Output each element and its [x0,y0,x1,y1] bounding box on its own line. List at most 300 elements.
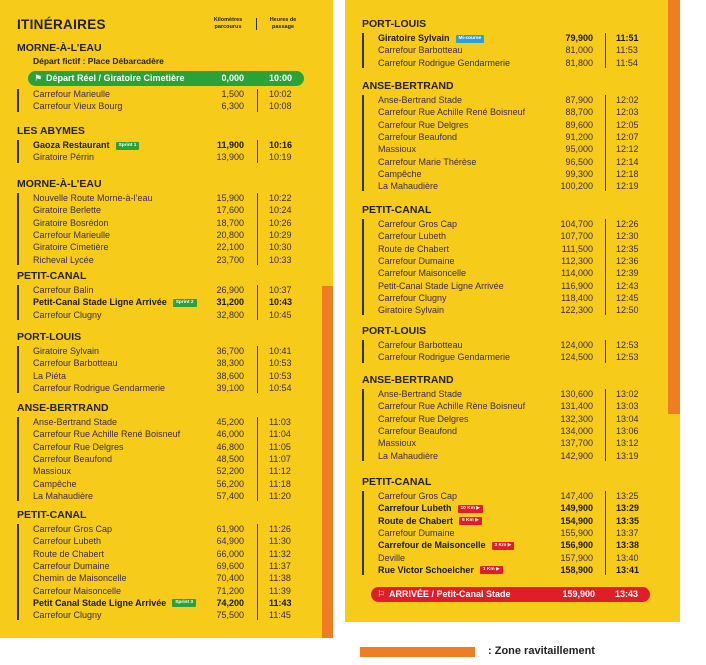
waypoint-hour: 11:45 [269,610,291,621]
waypoint-hour: 12:53 [616,352,639,363]
route-row [0,453,299,465]
waypoint-hour: 13:03 [616,401,639,412]
waypoint-km: 22,100 [216,242,244,253]
waypoint-km: 81,800 [565,57,593,68]
waypoint-label: Carrefour Dumaine [33,560,110,571]
waypoint-km: 114,000 [561,268,593,279]
waypoint-label: Chemin de Maisoncelle [33,573,127,584]
route-row [345,143,646,155]
route-row [0,428,299,440]
waypoint-name [33,441,124,453]
waypoint-km: 111,500 [561,243,593,254]
feed-zone-bar-right [668,0,680,414]
section-bracket-line [17,285,19,320]
column-divider [605,219,606,315]
waypoint-hour: 12:03 [616,107,639,118]
route-row [345,156,646,168]
waypoint-name [378,131,457,143]
section-title: PETIT-CANAL [17,270,87,282]
waypoint-hour: 13:04 [616,413,639,424]
start-hour: 10:00 [269,73,293,83]
waypoint-hour: 10:24 [269,205,292,216]
waypoint-name [378,119,469,131]
waypoint-label: Carrefour Dumaine [378,527,455,538]
flag-icon: ⚐ [377,589,386,599]
waypoint-label: Carrefour Beaufond [378,425,458,436]
route-row [0,88,299,100]
waypoint-label: Petit-Canal Stade Ligne Arrivée [378,280,504,291]
waypoint-hour: 12:05 [616,119,639,130]
waypoint-km: 158,900 [560,564,593,575]
waypoint-name [33,370,66,382]
waypoint-hour: 10:16 [269,140,293,150]
waypoint-name [33,241,109,253]
waypoint-name [378,339,463,351]
route-row [345,413,646,425]
route-row [0,309,299,321]
waypoint-hour: 13:12 [616,438,639,449]
route-row [0,151,299,163]
waypoint-label: Giratoire Bosrédon [33,217,109,228]
section-bracket-line [362,219,364,315]
waypoint-hour: 10:43 [269,297,293,308]
header-divider [256,18,257,30]
waypoint-name [378,450,438,462]
waypoint-km: 13,900 [216,152,244,163]
waypoint-name [378,388,462,400]
itinerary-panel-left [0,0,333,638]
route-row [0,548,299,560]
waypoint-name [33,453,112,465]
waypoint-label: Giratoire Sylvain [33,346,100,356]
waypoint-km: 155,900 [560,527,593,538]
finish-hour: 13:43 [615,589,639,599]
route-row [0,100,299,112]
waypoint-hour: 10:53 [269,358,292,369]
waypoint-name [33,357,118,369]
waypoint-hour: 12:07 [616,131,639,142]
waypoint-km: 23,700 [216,254,244,265]
waypoint-label: Petit Canal Stade Ligne Arrivée [33,597,167,608]
waypoint-km: 91,200 [565,131,593,142]
route-row [345,388,646,400]
waypoint-km: 96,500 [565,156,593,167]
waypoint-km: 69,600 [216,560,244,571]
feed-zone-swatch [360,647,475,657]
waypoint-hour: 11:51 [616,33,639,43]
section-bracket-line [362,389,364,461]
route-row [345,339,646,351]
waypoint-hour: 11:12 [269,466,291,477]
waypoint-name [33,535,101,547]
waypoint-km: 46,000 [216,429,244,440]
waypoint-name [33,296,197,308]
waypoint-km: 149,900 [560,503,593,514]
column-divider [605,95,606,191]
sprint-badge: 10 Km ▶ [458,505,483,513]
waypoint-name [33,204,101,216]
itinerary-title: ITINÉRAIRES [17,17,106,32]
waypoint-name [378,437,416,449]
waypoint-name [378,515,482,527]
waypoint-label: Carrefour Rue Delgres [378,119,469,130]
waypoint-hour: 10:26 [269,217,292,228]
waypoint-label: Massioux [378,144,417,155]
waypoint-km: 99,300 [565,168,593,179]
waypoint-km: 31,200 [216,297,244,308]
column-divider [605,340,606,363]
waypoint-name [33,345,99,357]
waypoint-name [378,564,503,576]
section-title: PORT-LOUIS [17,331,82,343]
waypoint-label: Carrefour Barbotteau [378,340,463,350]
column-divider [605,33,606,68]
finish-km: 159,900 [562,589,595,599]
column-divider [257,346,258,393]
route-row [0,465,299,477]
waypoint-hour: 13:37 [616,527,639,538]
start-fictif: Départ fictif : Place Débarcadère [33,56,164,66]
waypoint-label: Carrefour Maisoncelle [33,585,122,596]
route-row [345,292,646,304]
waypoint-hour: 13:25 [616,491,639,501]
waypoint-label: Anse-Bertrand Stade [33,417,118,427]
waypoint-hour: 13:06 [616,425,639,436]
waypoint-km: 74,200 [216,597,244,608]
waypoint-name [33,217,109,229]
waypoint-label: Massioux [33,466,72,477]
waypoint-name [33,229,110,241]
finish-pill [371,587,650,602]
waypoint-hour: 10:22 [269,193,292,203]
waypoint-label: La Piéta [33,370,67,381]
route-row [0,370,299,382]
route-row [0,490,299,502]
waypoint-label: Carrefour Marie Thérèse [378,156,477,167]
waypoint-label: Carrefour de Maisoncelle [378,540,486,551]
waypoint-label: Route de Chabert [33,548,105,559]
hour-column-header: Heures de passage [269,17,297,30]
section-title: ANSE-BERTRAND [362,80,454,92]
waypoint-name [378,57,510,69]
waypoint-label: Carrefour Rue Delgres [378,413,469,424]
waypoint-label: Carrefour Clugny [378,292,447,303]
route-row [345,450,646,462]
waypoint-km: 26,900 [216,285,244,295]
waypoint-name [378,156,476,168]
waypoint-name [33,382,165,394]
route-row [345,515,646,527]
waypoint-name [378,425,457,437]
waypoint-hour: 12:14 [616,156,639,167]
waypoint-km: 48,500 [216,453,244,464]
waypoint-hour: 11:03 [269,417,291,427]
sprint-badge: Sprint 2 [173,299,197,307]
waypoint-name [33,478,77,490]
waypoint-name [33,428,180,440]
waypoint-hour: 11:20 [269,490,291,501]
waypoint-label: Carrefour Gros Cap [33,524,113,534]
route-row [0,345,299,357]
waypoint-km: 147,400 [560,491,593,501]
waypoint-hour: 11:53 [616,45,638,56]
itinerary-panel-right [345,0,680,622]
waypoint-name [33,254,94,266]
section-bracket-line [17,193,19,265]
waypoint-km: 32,800 [216,309,244,320]
waypoint-label: Carrefour Gros Cap [378,219,458,229]
waypoint-label: La Mahaudière [33,490,94,501]
route-row [345,106,646,118]
waypoint-name [33,597,196,609]
waypoint-km: 130,600 [560,389,593,399]
waypoint-name [33,490,93,502]
waypoint-hour: 13:38 [616,540,640,551]
waypoint-name [378,292,447,304]
section-bracket-line [17,89,19,112]
waypoint-name [33,151,94,163]
route-row [0,535,299,547]
waypoint-km: 57,400 [216,490,244,501]
waypoint-hour: 12:19 [616,181,639,192]
waypoint-label: Carrefour Barbotteau [378,45,463,56]
waypoint-hour: 12:30 [616,231,639,242]
section-bracket-line [362,33,364,68]
route-row [345,425,646,437]
route-row [345,57,646,69]
waypoint-name [33,284,94,296]
route-row [0,560,299,572]
waypoint-name [378,168,422,180]
waypoint-name [378,243,449,255]
waypoint-hour: 11:05 [269,441,291,452]
route-row [0,597,299,609]
waypoint-hour: 11:18 [269,478,291,489]
waypoint-hour: 11:32 [269,548,291,559]
route-row [345,180,646,192]
sprint-badge: 5 Km ▶ [459,517,482,525]
flag-icon: ⚑ [34,73,43,83]
waypoint-label: Carrefour Dumaine [378,255,455,266]
waypoint-name [378,267,466,279]
waypoint-hour: 10:29 [269,229,292,240]
route-row [345,490,646,502]
section-title: PETIT-CANAL [17,509,87,521]
waypoint-hour: 10:41 [269,346,292,356]
waypoint-label: Carrefour Rodrigue Gendarmerie [33,382,166,393]
route-row [0,382,299,394]
waypoint-km: 11,900 [216,140,244,150]
waypoint-name [378,304,444,316]
waypoint-km: 132,300 [560,413,593,424]
waypoint-label: Carrefour Lubeth [378,503,452,514]
waypoint-hour: 10:19 [269,152,292,163]
waypoint-label: Carrefour Barbotteau [33,358,118,369]
route-row [345,552,646,564]
waypoint-label: Carrefour Marieulle [33,89,111,99]
waypoint-hour: 13:35 [616,515,640,526]
waypoint-hour: 13:29 [616,503,640,514]
waypoint-name [33,465,71,477]
waypoint-name [33,560,110,572]
waypoint-name [378,255,455,267]
route-row [345,502,646,514]
waypoint-label: Carrefour Beaufond [33,453,113,464]
section-title: PORT-LOUIS [362,18,427,30]
waypoint-km: 38,300 [216,358,244,369]
feed-zone-bar-left [322,286,333,638]
waypoint-km: 81,000 [565,45,593,56]
waypoint-label: Carrefour Marieulle [33,229,111,240]
route-row [345,280,646,292]
waypoint-hour: 13:40 [616,552,639,563]
waypoint-name [378,32,484,44]
waypoint-name [378,106,525,118]
section-bracket-line [362,340,364,363]
waypoint-name [378,143,416,155]
waypoint-label: Carrefour Rue Achille Rène Boisneuf [378,401,526,412]
waypoint-km: 118,400 [561,292,593,303]
itinerary-header [0,0,333,38]
section-title: LES ABYMES [17,125,85,137]
waypoint-km: 79,900 [565,33,593,43]
waypoint-hour: 12:53 [616,340,639,350]
waypoint-label: Rue Victor Schoelcher [378,564,474,575]
waypoint-hour: 11:39 [269,585,291,596]
waypoint-km: 95,000 [565,144,593,155]
waypoint-km: 89,600 [565,119,593,130]
route-row [345,351,646,363]
waypoint-name [33,88,110,100]
waypoint-name [33,585,121,597]
waypoint-km: 134,000 [560,425,593,436]
section-title: PETIT-CANAL [362,204,432,216]
waypoint-km: 70,400 [216,573,244,584]
waypoint-hour: 12:50 [616,305,639,316]
waypoint-label: Deville [378,552,406,563]
route-row [345,564,646,576]
route-row [0,254,299,266]
waypoint-name [378,400,525,412]
waypoint-name [33,139,139,151]
column-divider [605,389,606,461]
waypoint-km: 107,700 [560,231,593,242]
waypoint-hour: 12:43 [616,280,639,291]
route-row [0,192,299,204]
waypoint-hour: 12:12 [616,144,639,155]
route-row [345,94,646,106]
waypoint-name [378,94,462,106]
waypoint-km: 87,900 [565,95,593,105]
waypoint-hour: 12:18 [616,168,639,179]
waypoint-label: Giratoire Berlette [33,205,102,216]
waypoint-label: Campêche [378,168,422,179]
waypoint-hour: 12:45 [616,292,639,303]
waypoint-hour: 11:04 [269,429,291,440]
waypoint-label: Anse-Bertrand Stade [378,389,463,399]
waypoint-label: Nouvelle Route Morne-à-l’eau [33,193,153,203]
waypoint-hour: 10:02 [269,89,292,99]
waypoint-name [378,552,405,564]
route-row [345,255,646,267]
route-row [0,585,299,597]
section-bracket-line [17,417,19,501]
waypoint-label: Giratoire Sylvain [378,305,445,316]
waypoint-hour: 13:41 [616,564,640,575]
waypoint-label: Massioux [378,438,417,449]
waypoint-label: La Mahaudière [378,450,439,461]
route-row [0,609,299,621]
waypoint-name [33,100,122,112]
waypoint-name [378,230,446,242]
waypoint-km: 56,200 [216,478,244,489]
route-row [0,416,299,428]
waypoint-label: Giratoire Cimetière [33,242,109,253]
sprint-badge: Sprint 3 [172,599,196,607]
route-row [0,204,299,216]
waypoint-km: 46,800 [216,441,244,452]
route-row [0,478,299,490]
waypoint-km: 20,800 [216,229,244,240]
waypoint-km: 66,000 [216,548,244,559]
route-row [0,572,299,584]
column-divider [257,524,258,620]
column-divider [257,89,258,112]
waypoint-km: 137,700 [560,438,593,449]
route-row [0,523,299,535]
waypoint-hour: 11:26 [269,524,291,534]
waypoint-label: Carrefour Beaufond [378,131,458,142]
route-row [0,139,299,151]
waypoint-hour: 12:02 [616,95,639,105]
waypoint-hour: 11:43 [269,597,292,608]
waypoint-km: 36,700 [216,346,244,356]
waypoint-label: Giratoire Sylvain [378,33,450,43]
waypoint-label: Carrefour Vieux Bourg [33,101,123,112]
waypoint-label: Route de Chabert [378,243,450,254]
route-row [345,218,646,230]
waypoint-label: Carrefour Rodrigue Gendarmerie [378,57,511,68]
waypoint-name [378,44,463,56]
waypoint-hour: 10:54 [269,382,292,393]
section-bracket-line [17,524,19,620]
waypoint-label: Anse-Bertrand Stade [378,95,463,105]
waypoint-km: 154,900 [560,515,593,526]
waypoint-km: 1,500 [221,89,244,99]
waypoint-label: Carrefour Rodrigue Gendarmerie [378,352,511,363]
start-km: 0,000 [221,73,244,83]
sprint-badge: 1 Km ▶ [480,566,503,574]
waypoint-label: Campêche [33,478,77,489]
waypoint-name [33,548,104,560]
waypoint-hour: 12:35 [616,243,639,254]
waypoint-km: 52,200 [216,466,244,477]
waypoint-hour: 12:26 [616,219,639,229]
waypoint-label: Carrefour Clugny [33,309,102,320]
waypoint-hour: 10:08 [269,101,292,112]
waypoint-hour: 11:54 [616,57,638,68]
section-title: MORNE-À-L’EAU [17,178,102,190]
route-row [0,357,299,369]
waypoint-km: 38,600 [216,370,244,381]
route-row [345,437,646,449]
route-row [345,32,646,44]
waypoint-km: 15,900 [216,193,244,203]
waypoint-hour: 10:30 [269,242,292,253]
waypoint-name [378,180,438,192]
section-bracket-line [17,140,19,163]
route-row [0,284,299,296]
